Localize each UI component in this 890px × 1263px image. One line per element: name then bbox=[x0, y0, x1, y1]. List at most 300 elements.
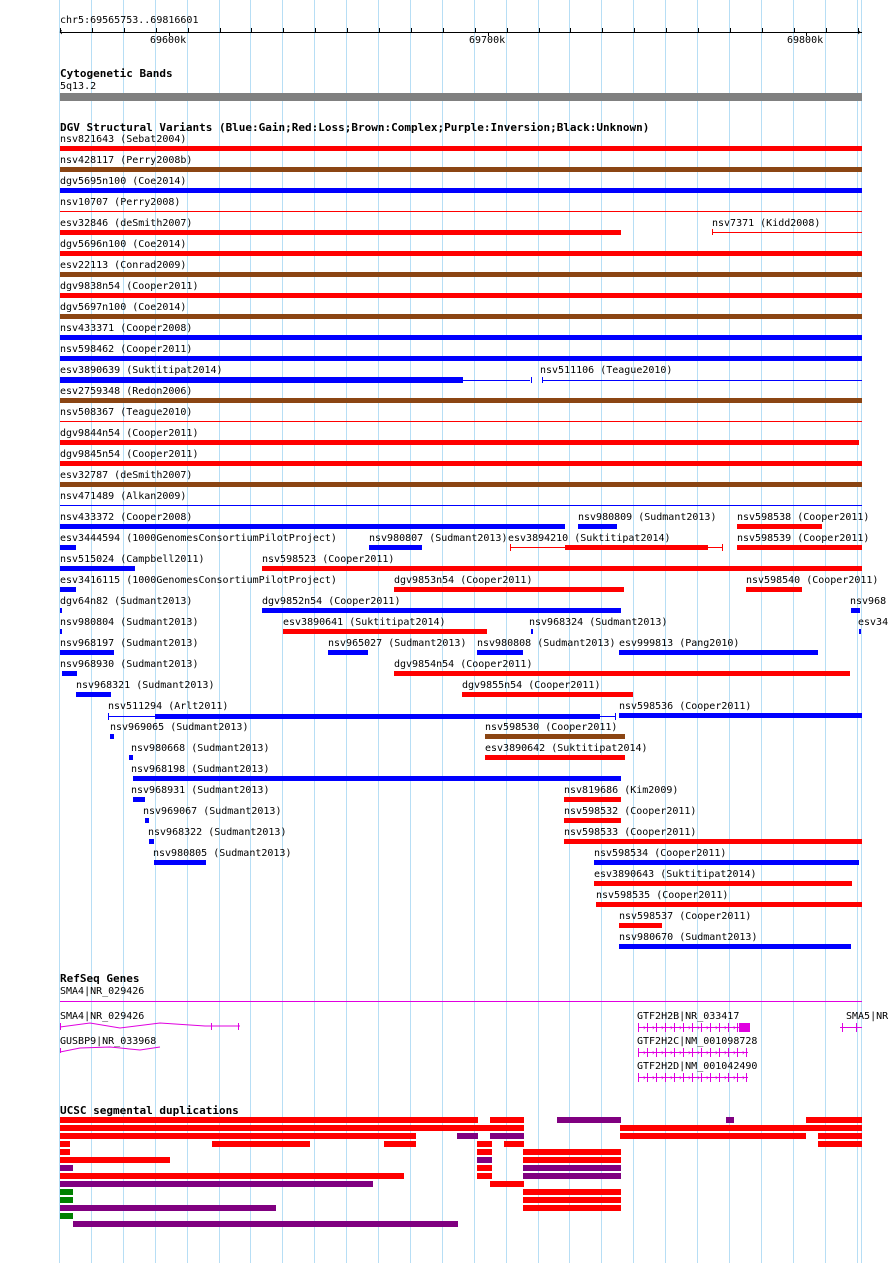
sv-label: dgv9838n54 (Cooper2011) bbox=[60, 281, 199, 292]
segdup-bar[interactable] bbox=[806, 1117, 862, 1123]
sv-bar[interactable] bbox=[145, 818, 149, 823]
gusbp9-gene-model[interactable] bbox=[60, 1046, 162, 1054]
sv-bar[interactable] bbox=[110, 734, 114, 739]
segdup-bar[interactable] bbox=[60, 1181, 373, 1187]
strand-arrow: › bbox=[714, 1073, 719, 1082]
sv-line bbox=[542, 380, 862, 381]
sv-bar[interactable] bbox=[60, 146, 862, 151]
sv-label: dgv9855n54 (Cooper2011) bbox=[462, 680, 601, 691]
sv-label: nsv598462 (Cooper2011) bbox=[60, 344, 193, 355]
sv-line bbox=[60, 421, 862, 422]
segdup-bar[interactable] bbox=[73, 1221, 458, 1227]
sv-label: esv3444594 (1000GenomesConsortiumPilotProject) bbox=[60, 533, 337, 544]
sv-label: nsv980668 (Sudmant2013) bbox=[131, 743, 270, 754]
sv-label: esv3890643 (Suktitipat2014) bbox=[594, 869, 757, 880]
sv-bar[interactable] bbox=[564, 818, 621, 823]
segdup-bar[interactable] bbox=[60, 1205, 276, 1211]
segdup-bar[interactable] bbox=[523, 1157, 621, 1163]
strand-arrow: › bbox=[723, 1073, 728, 1082]
segdup-bar[interactable] bbox=[523, 1165, 621, 1171]
sv-bar[interactable] bbox=[60, 545, 76, 550]
strand-arrow: › bbox=[732, 1073, 737, 1082]
segdup-bar[interactable] bbox=[523, 1149, 621, 1155]
exon bbox=[737, 1073, 738, 1082]
sv-label: nsv598536 (Cooper2011) bbox=[619, 701, 752, 712]
exon bbox=[701, 1023, 702, 1032]
sv-label: nsv598538 (Cooper2011) bbox=[737, 512, 870, 523]
segdup-bar[interactable] bbox=[60, 1149, 70, 1155]
exon bbox=[701, 1048, 702, 1057]
strand-arrow: › bbox=[687, 1048, 692, 1057]
sv-label: dgv9853n54 (Cooper2011) bbox=[394, 575, 533, 586]
ruler-minor-tick bbox=[347, 28, 348, 33]
sv-bar[interactable] bbox=[477, 650, 523, 655]
sv-label: esv22113 (Conrad2009) bbox=[60, 260, 187, 271]
segdup-bar[interactable] bbox=[60, 1157, 170, 1163]
ruler-right-arrow: › bbox=[856, 27, 863, 38]
refseq-track-title: RefSeq Genes bbox=[60, 972, 140, 985]
segdup-bar[interactable] bbox=[477, 1149, 492, 1155]
exon bbox=[656, 1073, 657, 1082]
strand-arrow: › bbox=[723, 1023, 728, 1032]
sv-label: nsv969067 (Sudmant2013) bbox=[143, 806, 282, 817]
strand-arrow: › bbox=[714, 1048, 719, 1057]
ruler-minor-tick bbox=[156, 28, 157, 33]
exon bbox=[710, 1073, 711, 1082]
sv-label: nsv598535 (Cooper2011) bbox=[596, 890, 729, 901]
ruler-minor-tick bbox=[315, 28, 316, 33]
sv-bar[interactable] bbox=[531, 629, 533, 634]
sv-tick bbox=[615, 713, 616, 720]
exon bbox=[728, 1073, 729, 1082]
exon bbox=[674, 1023, 675, 1032]
ruler-minor-tick bbox=[794, 28, 795, 33]
sv-label: nsv968 bbox=[850, 596, 887, 607]
sv-label: nsv968931 (Sudmant2013) bbox=[131, 785, 270, 796]
segdup-bar[interactable] bbox=[557, 1117, 621, 1123]
sv-tick bbox=[722, 544, 723, 551]
sv-bar[interactable] bbox=[578, 524, 617, 529]
sv-bar[interactable] bbox=[619, 713, 862, 718]
segdup-bar[interactable] bbox=[523, 1197, 621, 1203]
sv-bar[interactable] bbox=[594, 860, 859, 865]
sv-bar[interactable] bbox=[462, 692, 633, 697]
sv-label: nsv511106 (Teague2010) bbox=[540, 365, 673, 376]
strand-arrow: › bbox=[669, 1048, 674, 1057]
exon bbox=[746, 1048, 747, 1057]
strand-arrow: › bbox=[678, 1048, 683, 1057]
exon bbox=[692, 1073, 693, 1082]
sv-bar[interactable] bbox=[60, 587, 76, 592]
ruler-left-arrow: ‹ bbox=[58, 27, 65, 38]
exon bbox=[719, 1023, 720, 1032]
sv-bar[interactable] bbox=[394, 671, 850, 676]
sv-label: esv2759348 (Redon2006) bbox=[60, 386, 193, 397]
exon bbox=[60, 1023, 61, 1030]
sv-label: nsv980808 (Sudmant2013) bbox=[477, 638, 616, 649]
cytoband-5q13.2[interactable] bbox=[60, 93, 862, 101]
sv-bar[interactable] bbox=[485, 734, 625, 739]
exon bbox=[737, 1023, 738, 1032]
segdup-bar[interactable] bbox=[620, 1125, 862, 1131]
strand-arrow: › bbox=[660, 1073, 665, 1082]
strand-arrow: › bbox=[705, 1023, 710, 1032]
sv-label: nsv598540 (Cooper2011) bbox=[746, 575, 879, 586]
exon bbox=[692, 1048, 693, 1057]
sv-bar[interactable] bbox=[129, 755, 133, 760]
strand-arrow: › bbox=[732, 1023, 737, 1032]
sv-label: nsv598533 (Cooper2011) bbox=[564, 827, 697, 838]
gene-label: GUSBP9|NR_033968 bbox=[60, 1036, 157, 1047]
sv-bar[interactable] bbox=[60, 482, 862, 487]
exon bbox=[656, 1048, 657, 1057]
sv-label: nsv821643 (Sebat2004) bbox=[60, 134, 187, 145]
sv-bar[interactable] bbox=[851, 608, 860, 613]
exon bbox=[665, 1073, 666, 1082]
sv-label: esv32787 (deSmith2007) bbox=[60, 470, 193, 481]
strand-arrow: › bbox=[660, 1048, 665, 1057]
segdup-bar[interactable] bbox=[60, 1133, 416, 1139]
sv-label: nsv968321 (Sudmant2013) bbox=[76, 680, 215, 691]
strand-arrow: › bbox=[687, 1073, 692, 1082]
exon bbox=[683, 1048, 684, 1057]
sv-bar[interactable] bbox=[746, 587, 802, 592]
segdup-bar[interactable] bbox=[60, 1117, 478, 1123]
exon bbox=[674, 1048, 675, 1057]
sv-bar[interactable] bbox=[283, 629, 487, 634]
sv-bar[interactable] bbox=[565, 545, 708, 550]
sv-bar[interactable] bbox=[619, 650, 818, 655]
exon bbox=[719, 1048, 720, 1057]
sv-label: nsv433371 (Cooper2008) bbox=[60, 323, 193, 334]
sv-bar[interactable] bbox=[155, 714, 600, 719]
strand-arrow: › bbox=[705, 1048, 710, 1057]
segdup-bar[interactable] bbox=[60, 1165, 73, 1171]
sv-label: nsv598537 (Cooper2011) bbox=[619, 911, 752, 922]
dgv-track-title: DGV Structural Variants (Blue:Gain;Red:Loss;Brown:Complex;Purple:Inversion;Black:Unknown) bbox=[60, 121, 650, 134]
sv-bar[interactable] bbox=[564, 839, 862, 844]
sv-bar[interactable] bbox=[60, 377, 463, 383]
cytoband-label: 5q13.2 bbox=[60, 81, 97, 92]
exon bbox=[710, 1023, 711, 1032]
segdup-bar[interactable] bbox=[523, 1205, 621, 1211]
sv-label: nsv515024 (Campbell2011) bbox=[60, 554, 205, 565]
sv-bar[interactable] bbox=[76, 692, 111, 697]
ruler-tick-label: 69800k bbox=[787, 35, 824, 46]
exon bbox=[665, 1048, 666, 1057]
sv-label: nsv980805 (Sudmant2013) bbox=[153, 848, 292, 859]
strand-arrow: › bbox=[723, 1048, 728, 1057]
exon bbox=[737, 1048, 738, 1057]
segdup-bar[interactable] bbox=[457, 1133, 478, 1139]
exon[interactable] bbox=[739, 1023, 750, 1032]
strand-arrow: › bbox=[651, 1023, 656, 1032]
sv-bar[interactable] bbox=[62, 671, 77, 676]
sv-bar[interactable] bbox=[60, 272, 862, 277]
ruler-minor-tick bbox=[762, 28, 763, 33]
sv-label: esv3890641 (Suktitipat2014) bbox=[283, 617, 446, 628]
sv-label: esv3894210 (Suktitipat2014) bbox=[508, 533, 671, 544]
sv-bar[interactable] bbox=[328, 650, 368, 655]
sma4-gene-model[interactable] bbox=[60, 1022, 242, 1032]
ruler-minor-tick bbox=[379, 28, 380, 33]
ruler-minor-tick bbox=[124, 28, 125, 33]
sv-bar[interactable] bbox=[619, 944, 851, 949]
sv-bar[interactable] bbox=[564, 797, 621, 802]
strand-arrow: › bbox=[651, 1048, 656, 1057]
strand-arrow: › bbox=[642, 1023, 647, 1032]
segdup-track-title: UCSC segmental duplications bbox=[60, 1104, 239, 1117]
sv-bar[interactable] bbox=[60, 167, 862, 172]
sv-bar[interactable] bbox=[60, 566, 135, 571]
exon bbox=[238, 1023, 239, 1030]
ruler-tick-label: 69700k bbox=[469, 35, 506, 46]
exon bbox=[683, 1073, 684, 1082]
sv-tick bbox=[531, 377, 532, 383]
strand-arrow: › bbox=[660, 1023, 665, 1032]
sv-bar[interactable] bbox=[619, 923, 662, 928]
ruler-minor-tick bbox=[507, 28, 508, 33]
gene-label: SMA4|NR_029426 bbox=[60, 986, 145, 997]
strand-arrow: › bbox=[696, 1073, 701, 1082]
segdup-bar[interactable] bbox=[490, 1181, 524, 1187]
segdup-bar[interactable] bbox=[504, 1141, 524, 1147]
exon bbox=[728, 1023, 729, 1032]
sv-bar[interactable] bbox=[60, 314, 862, 319]
sv-line bbox=[60, 505, 862, 506]
ruler-minor-tick bbox=[570, 28, 571, 33]
segdup-bar[interactable] bbox=[212, 1141, 310, 1147]
sv-label: dgv5697n100 (Coe2014) bbox=[60, 302, 187, 313]
segdup-bar[interactable] bbox=[818, 1133, 862, 1139]
segdup-bar[interactable] bbox=[490, 1133, 524, 1139]
gene-label: SMA4|NR_029426 bbox=[60, 1011, 145, 1022]
strand-arrow: › bbox=[642, 1073, 647, 1082]
strand-arrow: › bbox=[651, 1073, 656, 1082]
sv-bar[interactable] bbox=[149, 839, 154, 844]
segdup-bar[interactable] bbox=[726, 1117, 734, 1123]
exon bbox=[728, 1048, 729, 1057]
ruler-minor-tick bbox=[220, 28, 221, 33]
sv-label: nsv10707 (Perry2008) bbox=[60, 197, 181, 208]
sv-label: nsv598532 (Cooper2011) bbox=[564, 806, 697, 817]
segdup-bar[interactable] bbox=[384, 1141, 416, 1147]
ruler-minor-tick bbox=[730, 28, 731, 33]
exon bbox=[647, 1023, 648, 1032]
segdup-bar[interactable] bbox=[60, 1141, 70, 1147]
sv-bar[interactable] bbox=[394, 587, 624, 592]
gene-label: GTF2H2B|NR_033417 bbox=[637, 1011, 740, 1022]
sv-label: esv999813 (Pang2010) bbox=[619, 638, 740, 649]
segdup-bar[interactable] bbox=[477, 1157, 492, 1163]
gene-label: SMA5|NR bbox=[846, 1011, 889, 1022]
strand-arrow: › bbox=[705, 1073, 710, 1082]
exon bbox=[638, 1048, 639, 1057]
sv-bar[interactable] bbox=[737, 545, 862, 550]
segdup-bar[interactable] bbox=[60, 1197, 73, 1203]
segdup-bar[interactable] bbox=[477, 1165, 492, 1171]
sv-bar[interactable] bbox=[596, 902, 862, 907]
exon bbox=[701, 1073, 702, 1082]
segdup-bar[interactable] bbox=[523, 1189, 621, 1195]
sv-label: nsv980804 (Sudmant2013) bbox=[60, 617, 199, 628]
gene-label: GTF2H2D|NM_001042490 bbox=[637, 1061, 758, 1072]
sv-label: dgv9845n54 (Cooper2011) bbox=[60, 449, 199, 460]
ruler-minor-tick bbox=[634, 28, 635, 33]
strand-arrow: › bbox=[741, 1048, 746, 1057]
sv-bar[interactable] bbox=[485, 755, 625, 760]
sv-bar[interactable] bbox=[60, 398, 862, 403]
segdup-bar[interactable] bbox=[60, 1125, 524, 1131]
strand-arrow: › bbox=[669, 1023, 674, 1032]
sv-tick bbox=[108, 713, 109, 720]
sv-label: nsv968930 (Sudmant2013) bbox=[60, 659, 199, 670]
sv-label: dgv64n82 (Sudmant2013) bbox=[60, 596, 193, 607]
sv-bar[interactable] bbox=[60, 608, 62, 613]
sv-label: esv3890639 (Suktitipat2014) bbox=[60, 365, 223, 376]
sv-bar[interactable] bbox=[60, 440, 859, 445]
exon bbox=[692, 1023, 693, 1032]
gene-line bbox=[840, 1027, 862, 1028]
exon bbox=[665, 1023, 666, 1032]
sv-bar[interactable] bbox=[60, 629, 62, 634]
ruler-minor-tick bbox=[92, 28, 93, 33]
sv-label: nsv598523 (Cooper2011) bbox=[262, 554, 395, 565]
ruler-tick-label: 69600k bbox=[150, 35, 187, 46]
sv-label: esv3890642 (Suktitipat2014) bbox=[485, 743, 648, 754]
exon bbox=[674, 1073, 675, 1082]
sv-label: dgv9852n54 (Cooper2011) bbox=[262, 596, 401, 607]
sv-line bbox=[463, 380, 530, 381]
sv-bar[interactable] bbox=[60, 650, 114, 655]
ruler-axis bbox=[60, 32, 862, 33]
exon bbox=[710, 1048, 711, 1057]
sv-line bbox=[60, 211, 862, 212]
sv-tick bbox=[510, 544, 511, 551]
sv-label: dgv5696n100 (Coe2014) bbox=[60, 239, 187, 250]
sv-label: nsv968322 (Sudmant2013) bbox=[148, 827, 287, 838]
sv-bar[interactable] bbox=[262, 608, 621, 613]
exon bbox=[856, 1023, 857, 1032]
segdup-bar[interactable] bbox=[477, 1173, 492, 1179]
sv-label: nsv433372 (Cooper2008) bbox=[60, 512, 193, 523]
sv-label: esv3416115 (1000GenomesConsortiumPilotProject) bbox=[60, 575, 337, 586]
ruler-minor-tick bbox=[188, 28, 189, 33]
sv-label: nsv980809 (Sudmant2013) bbox=[578, 512, 717, 523]
ruler-minor-tick bbox=[475, 28, 476, 33]
exon bbox=[60, 1048, 61, 1053]
sv-bar[interactable] bbox=[859, 629, 861, 634]
sv-bar[interactable] bbox=[60, 293, 862, 298]
sv-label: nsv598530 (Cooper2011) bbox=[485, 722, 618, 733]
strand-arrow: › bbox=[678, 1073, 683, 1082]
sv-bar[interactable] bbox=[60, 335, 862, 340]
strand-arrow: › bbox=[669, 1073, 674, 1082]
sv-label: nsv980807 (Sudmant2013) bbox=[369, 533, 508, 544]
exon bbox=[647, 1073, 648, 1082]
sv-tick bbox=[712, 229, 713, 235]
exon bbox=[746, 1073, 747, 1082]
sv-label: nsv471489 (Alkan2009) bbox=[60, 491, 187, 502]
exon bbox=[842, 1023, 843, 1032]
sv-line bbox=[712, 232, 862, 233]
sv-bar[interactable] bbox=[262, 566, 862, 571]
segdup-bar[interactable] bbox=[620, 1133, 806, 1139]
sv-bar[interactable] bbox=[737, 524, 822, 529]
cytoband-track-title: Cytogenetic Bands bbox=[60, 67, 173, 80]
strand-arrow: › bbox=[687, 1023, 692, 1032]
segdup-bar[interactable] bbox=[60, 1213, 73, 1219]
exon bbox=[211, 1023, 212, 1030]
sv-label: nsv7371 (Kidd2008) bbox=[712, 218, 821, 229]
gene-line bbox=[60, 1001, 862, 1002]
location-label: chr5:69565753..69816601 bbox=[60, 15, 199, 26]
sv-label: dgv5695n100 (Coe2014) bbox=[60, 176, 187, 187]
sv-bar[interactable] bbox=[133, 776, 621, 781]
ruler-minor-tick bbox=[826, 28, 827, 33]
exon bbox=[638, 1073, 639, 1082]
strand-arrow: › bbox=[732, 1048, 737, 1057]
segdup-bar[interactable] bbox=[818, 1141, 862, 1147]
sv-label: nsv428117 (Perry2008b) bbox=[60, 155, 193, 166]
ruler-minor-tick bbox=[698, 28, 699, 33]
sv-bar[interactable] bbox=[60, 524, 565, 529]
sv-label: nsv819686 (Kim2009) bbox=[564, 785, 679, 796]
gene-label: GTF2H2C|NM_001098728 bbox=[637, 1036, 758, 1047]
segdup-bar[interactable] bbox=[523, 1173, 621, 1179]
sv-label: nsv598534 (Cooper2011) bbox=[594, 848, 727, 859]
exon bbox=[719, 1073, 720, 1082]
strand-arrow: › bbox=[696, 1023, 701, 1032]
exon bbox=[638, 1023, 639, 1032]
sv-label: esv34 bbox=[858, 617, 889, 628]
sv-bar[interactable] bbox=[154, 860, 206, 865]
sv-label: dgv9854n54 (Cooper2011) bbox=[394, 659, 533, 670]
sv-label: nsv508367 (Teague2010) bbox=[60, 407, 193, 418]
sv-label: nsv969065 (Sudmant2013) bbox=[110, 722, 249, 733]
exon bbox=[656, 1023, 657, 1032]
ruler-minor-tick bbox=[666, 28, 667, 33]
strand-arrow: › bbox=[696, 1048, 701, 1057]
segdup-bar[interactable] bbox=[60, 1173, 404, 1179]
sv-label: nsv965027 (Sudmant2013) bbox=[328, 638, 467, 649]
ruler-minor-tick bbox=[411, 28, 412, 33]
ruler-minor-tick bbox=[443, 28, 444, 33]
ruler-minor-tick bbox=[539, 28, 540, 33]
sv-bar[interactable] bbox=[60, 356, 862, 361]
exon bbox=[647, 1048, 648, 1057]
sv-label: nsv980670 (Sudmant2013) bbox=[619, 932, 758, 943]
segdup-bar[interactable] bbox=[490, 1117, 524, 1123]
sv-label: nsv968198 (Sudmant2013) bbox=[131, 764, 270, 775]
sv-bar[interactable] bbox=[60, 251, 862, 256]
sv-bar[interactable] bbox=[133, 797, 145, 802]
ruler-minor-tick bbox=[251, 28, 252, 33]
sv-label: nsv968324 (Sudmant2013) bbox=[529, 617, 668, 628]
sv-bar[interactable] bbox=[594, 881, 852, 886]
sv-bar[interactable] bbox=[60, 461, 862, 466]
sv-bar[interactable] bbox=[60, 230, 621, 235]
sv-label: nsv511294 (Arlt2011) bbox=[108, 701, 229, 712]
strand-arrow: › bbox=[678, 1023, 683, 1032]
segdup-bar[interactable] bbox=[477, 1141, 492, 1147]
segdup-bar[interactable] bbox=[60, 1189, 73, 1195]
sv-bar[interactable] bbox=[60, 188, 862, 193]
strand-arrow: › bbox=[714, 1023, 719, 1032]
sv-bar[interactable] bbox=[369, 545, 422, 550]
sv-label: nsv968197 (Sudmant2013) bbox=[60, 638, 199, 649]
ruler-minor-tick bbox=[602, 28, 603, 33]
